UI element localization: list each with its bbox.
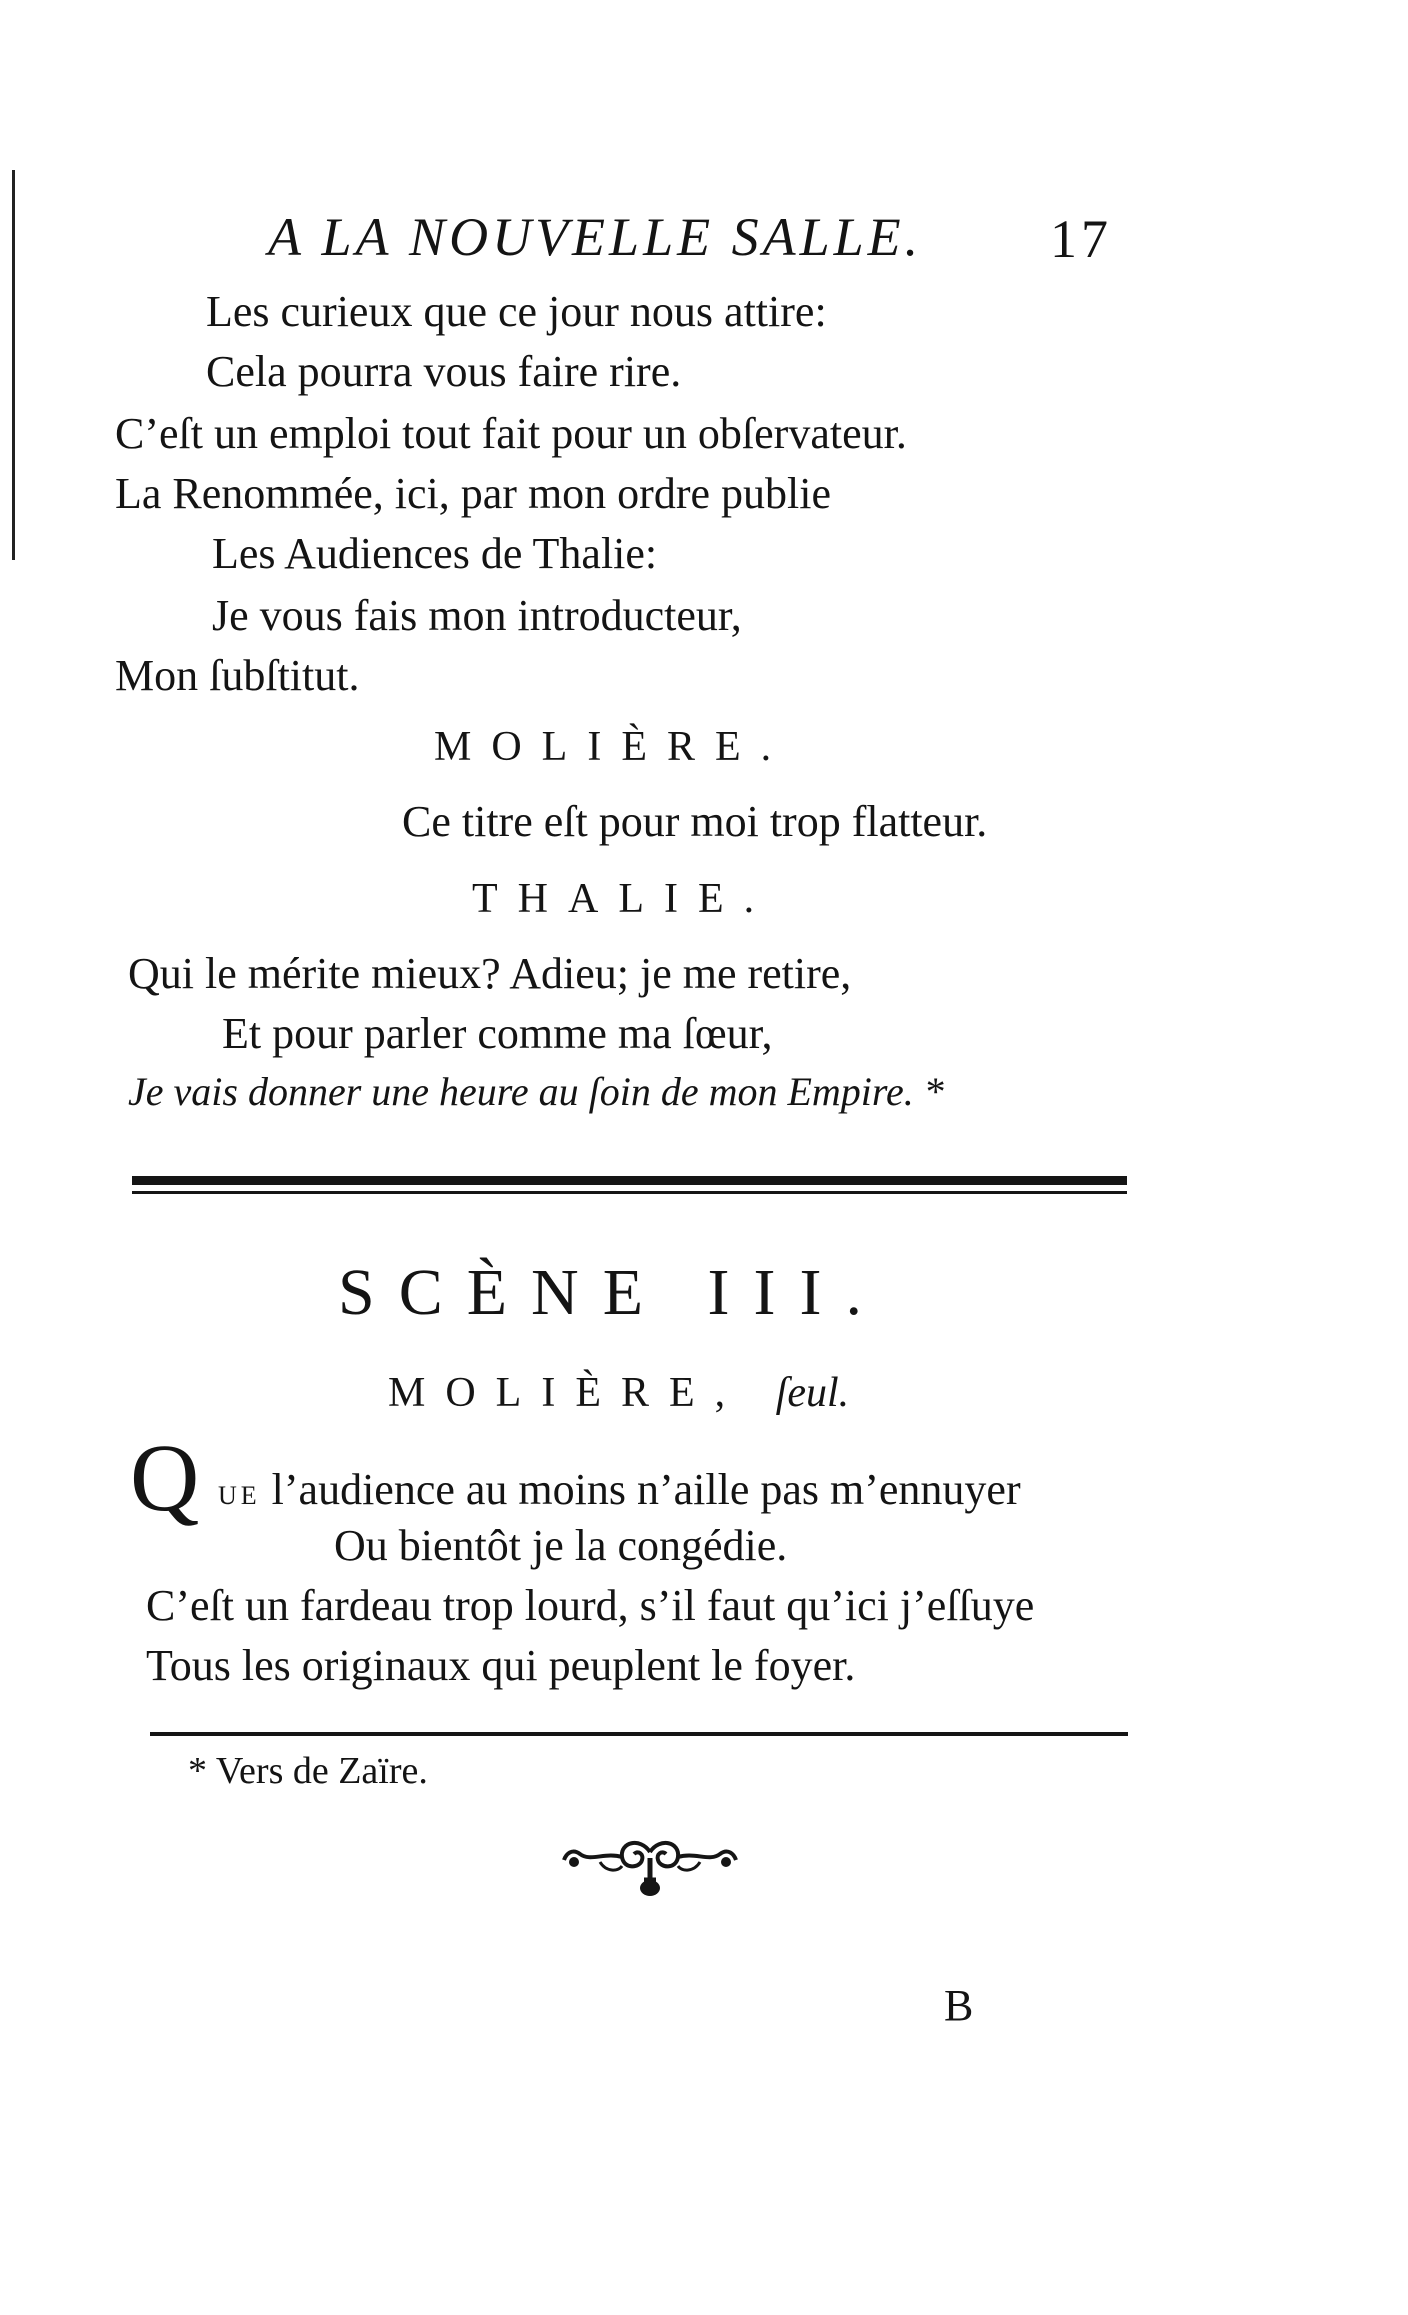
verse-line: Cela pourra vous faire rire. [206,347,682,396]
verse-line: Tous les originaux qui peuplent le foyer. [146,1641,856,1690]
verse-line: Les Audiences de Thalie: [212,529,658,578]
verse-line: Les curieux que ce jour nous attire: [206,287,827,336]
running-title: A LA NOUVELLE SALLE. [268,207,923,267]
verse-line: Mon ſubſtitut. [115,651,360,700]
character-name: MOLIÈRE, [388,1370,746,1416]
verse-line: Et pour parler comme ma ſœur, [222,1009,773,1058]
signature-mark: B [944,1981,974,2030]
small-caps-word: UE [218,1481,261,1510]
footnote-rule [150,1732,1128,1736]
scene-character [388,1372,849,1414]
section-divider-rule [132,1176,1127,1185]
character-note: ſeul. [775,1370,850,1416]
fleuron-ornament-icon [560,1832,740,1902]
verse-line: Ou bientôt je la congédie. [334,1521,788,1570]
verse-line: Je vous fais mon introducteur, [212,591,742,640]
scene-title: SCÈNE III. [338,1256,886,1329]
drop-cap: Q [130,1424,200,1531]
verse-line: C’eſt un fardeau trop lourd, s’il faut qu’ici j’eſſuye [146,1581,1035,1630]
footnote: * Vers de Zaïre. [188,1750,428,1792]
speaker-name: THALIE. [472,876,775,922]
verse-line: C’eſt un emploi tout fait pour un obſervateur. [115,409,907,458]
section-divider-rule-thin [132,1191,1127,1194]
italic-quotation-line: Je vais donner une heure au ſoin de mon Empire. * [128,1069,944,1114]
verse-line: La Renommée, ici, par mon ordre publie [115,469,831,518]
verse-line [218,1465,1021,1514]
page-number: 17 [1050,209,1112,269]
speaker-name: MOLIÈRE. [434,724,792,770]
binding-edge [12,170,15,560]
verse-text: l’audience au moins n’aille pas m’ennuyer [271,1465,1021,1514]
verse-line: Qui le mérite mieux? Adieu; je me retire, [128,949,852,998]
verse-line: Ce titre eſt pour moi trop flatteur. [402,797,988,846]
